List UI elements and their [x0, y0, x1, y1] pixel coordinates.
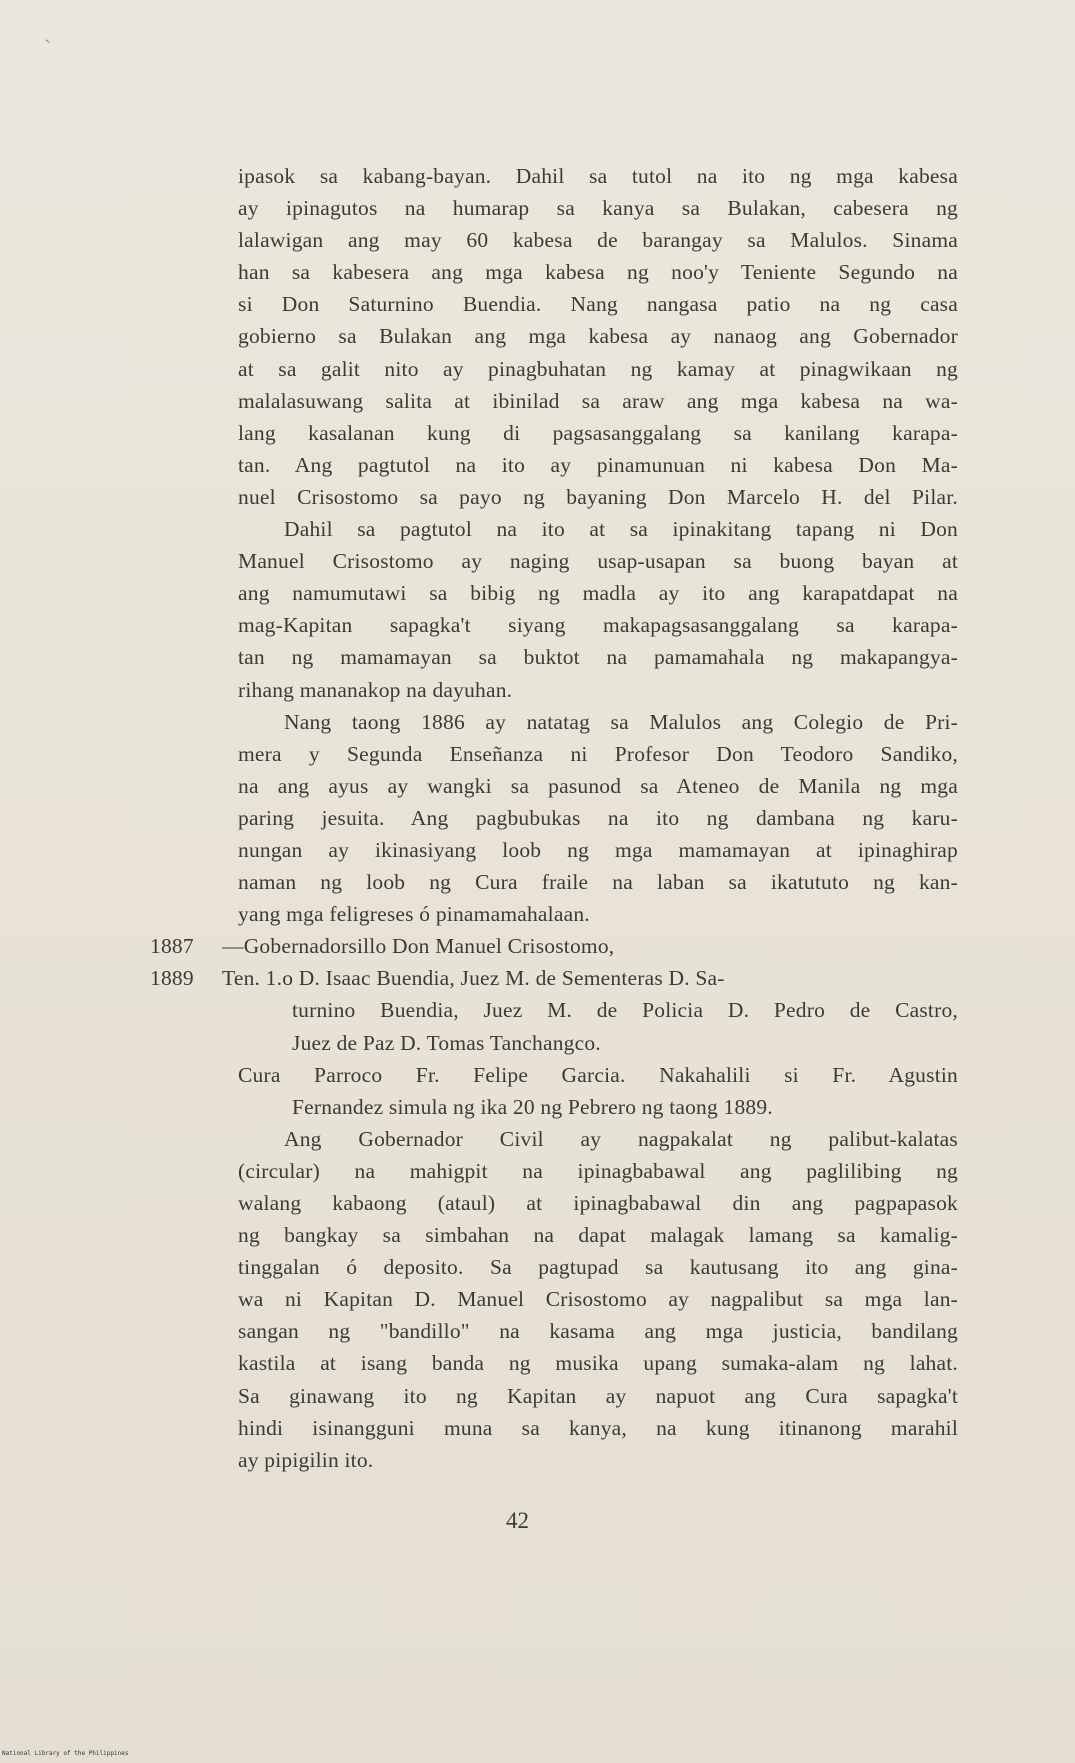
- text-line: sangan ng "bandillo" na kasama ang mga justicia, bandilang: [238, 1319, 958, 1344]
- text-line: nuel Crisostomo sa payo ng bayaning Don Marcelo H. del Pilar.: [238, 484, 958, 509]
- text-line: rihang mananakop na dayuhan.: [238, 677, 513, 702]
- text-line: gobierno sa Bulakan ang mga kabesa ay nanaog ang Gobernador: [238, 324, 958, 349]
- corner-mark: ˏ: [44, 18, 52, 43]
- text-line: ipasok sa kabang-bayan. Dahil sa tutol na ito ng mga kabesa: [238, 164, 958, 188]
- text-line: nungan ay ikinasiyang loob ng mga mamamayan at ipinaghirap: [238, 837, 958, 862]
- text-line: Nang taong 1886 ay natatag sa Malulos ang Colegio de Pri-: [284, 709, 958, 734]
- page-number: 42: [506, 1508, 529, 1533]
- text-line: tan. Ang pagtutol na ito ay pinamunuan ni kabesa Don Ma-: [238, 452, 958, 477]
- text-line: tan ng mamamayan sa buktot na pamamahala ng makapangya-: [238, 645, 958, 670]
- year-entry-1887: [150, 930, 958, 962]
- text-line: lang kasalanan kung di pagsasanggalang sa kanilang karapa-: [238, 420, 958, 445]
- text-line: (circular) na mahigpit na ipinagbabawal ang paglilibing ng: [238, 1158, 958, 1183]
- text-line: ay ipinagutos na humarap sa kanya sa Bulakan, cabesera ng: [238, 196, 958, 221]
- text-line: na ang ayus ay wangki sa pasunod sa Ateneo de Manila ng mga: [238, 773, 958, 798]
- text-line: han sa kabesera ang mga kabesa ng noo'y Teniente Segundo na: [238, 260, 958, 285]
- year-entry-1889: [150, 962, 958, 994]
- text-line: naman ng loob ng Cura fraile na laban sa ikatututo ng kan-: [238, 870, 958, 895]
- year-text-1889: Ten. 1.o D. Isaac Buendia, Juez M. de Sementeras D. Sa-: [222, 966, 725, 991]
- text-line: mag-Kapitan sapagka't siyang makapagsasanggalang sa karapa-: [238, 613, 958, 638]
- text-line: walang kabaong (ataul) at ipinagbabawal din ang pagpapasok: [238, 1191, 958, 1215]
- body-text: [150, 160, 958, 1476]
- text-line: si Don Saturnino Buendia. Nang nangasa patio na ng casa: [238, 292, 958, 317]
- text-line: Cura Parroco Fr. Felipe Garcia. Nakahalili si Fr. Agustin: [238, 1062, 958, 1087]
- year-label-1889: 1889: [150, 966, 194, 991]
- text-line: hindi isinangguni muna sa kanya, na kung itinanong marahil: [238, 1415, 958, 1440]
- text-line: tinggalan ó deposito. Sa pagtupad sa kautusang ito ang gina-: [238, 1255, 958, 1280]
- text-line: Dahil sa pagtutol na ito at sa ipinakitang tapang ni Don: [284, 517, 958, 542]
- text-line: ay pipigilin ito.: [238, 1447, 374, 1472]
- text-line: at sa galit nito ay pinagbuhatan ng kamay at pinagwikaan ng: [238, 356, 958, 381]
- text-line: kastila at isang banda ng musika upang sumaka-alam ng lahat.: [238, 1351, 958, 1376]
- text-line: yang mga feligreses ó pinamamahalaan.: [238, 902, 590, 927]
- text-line: Juez de Paz D. Tomas Tanchangco.: [292, 1030, 601, 1055]
- footer-credit: National Library of the Philippines: [2, 1750, 129, 1757]
- text-line: Manuel Crisostomo ay naging usap-usapan sa buong bayan at: [238, 549, 958, 574]
- text-line: wa ni Kapitan D. Manuel Crisostomo ay nagpalibut sa mga lan-: [238, 1287, 958, 1312]
- text-line: ng bangkay sa simbahan na dapat malagak lamang sa kamalig-: [238, 1223, 958, 1248]
- text-line: malalasuwang salita at ibinilad sa araw ang mga kabesa na wa-: [238, 388, 958, 413]
- text-line: paring jesuita. Ang pagbubukas na ito ng dambana ng karu-: [238, 805, 958, 830]
- text-line: Fernandez simula ng ika 20 ng Pebrero ng taong 1889.: [292, 1094, 773, 1119]
- text-line: mera y Segunda Enseñanza ni Profesor Don Teodoro Sandiko,: [238, 741, 958, 766]
- year-label-1887: 1887: [150, 934, 194, 959]
- text-line: ang namumutawi sa bibig ng madla ay ito ang karapatdapat na: [238, 581, 958, 606]
- year-text-1887: —Gobernadorsillo Don Manuel Crisostomo,: [222, 934, 615, 959]
- text-line: turnino Buendia, Juez M. de Policia D. Pedro de Castro,: [292, 998, 958, 1023]
- text-line: lalawigan ang may 60 kabesa de barangay sa Malulos. Sinama: [238, 228, 958, 253]
- text-line: Ang Gobernador Civil ay nagpakalat ng palibut-kalatas: [284, 1126, 958, 1151]
- text-line: Sa ginawang ito ng Kapitan ay napuot ang Cura sapagka't: [238, 1383, 958, 1408]
